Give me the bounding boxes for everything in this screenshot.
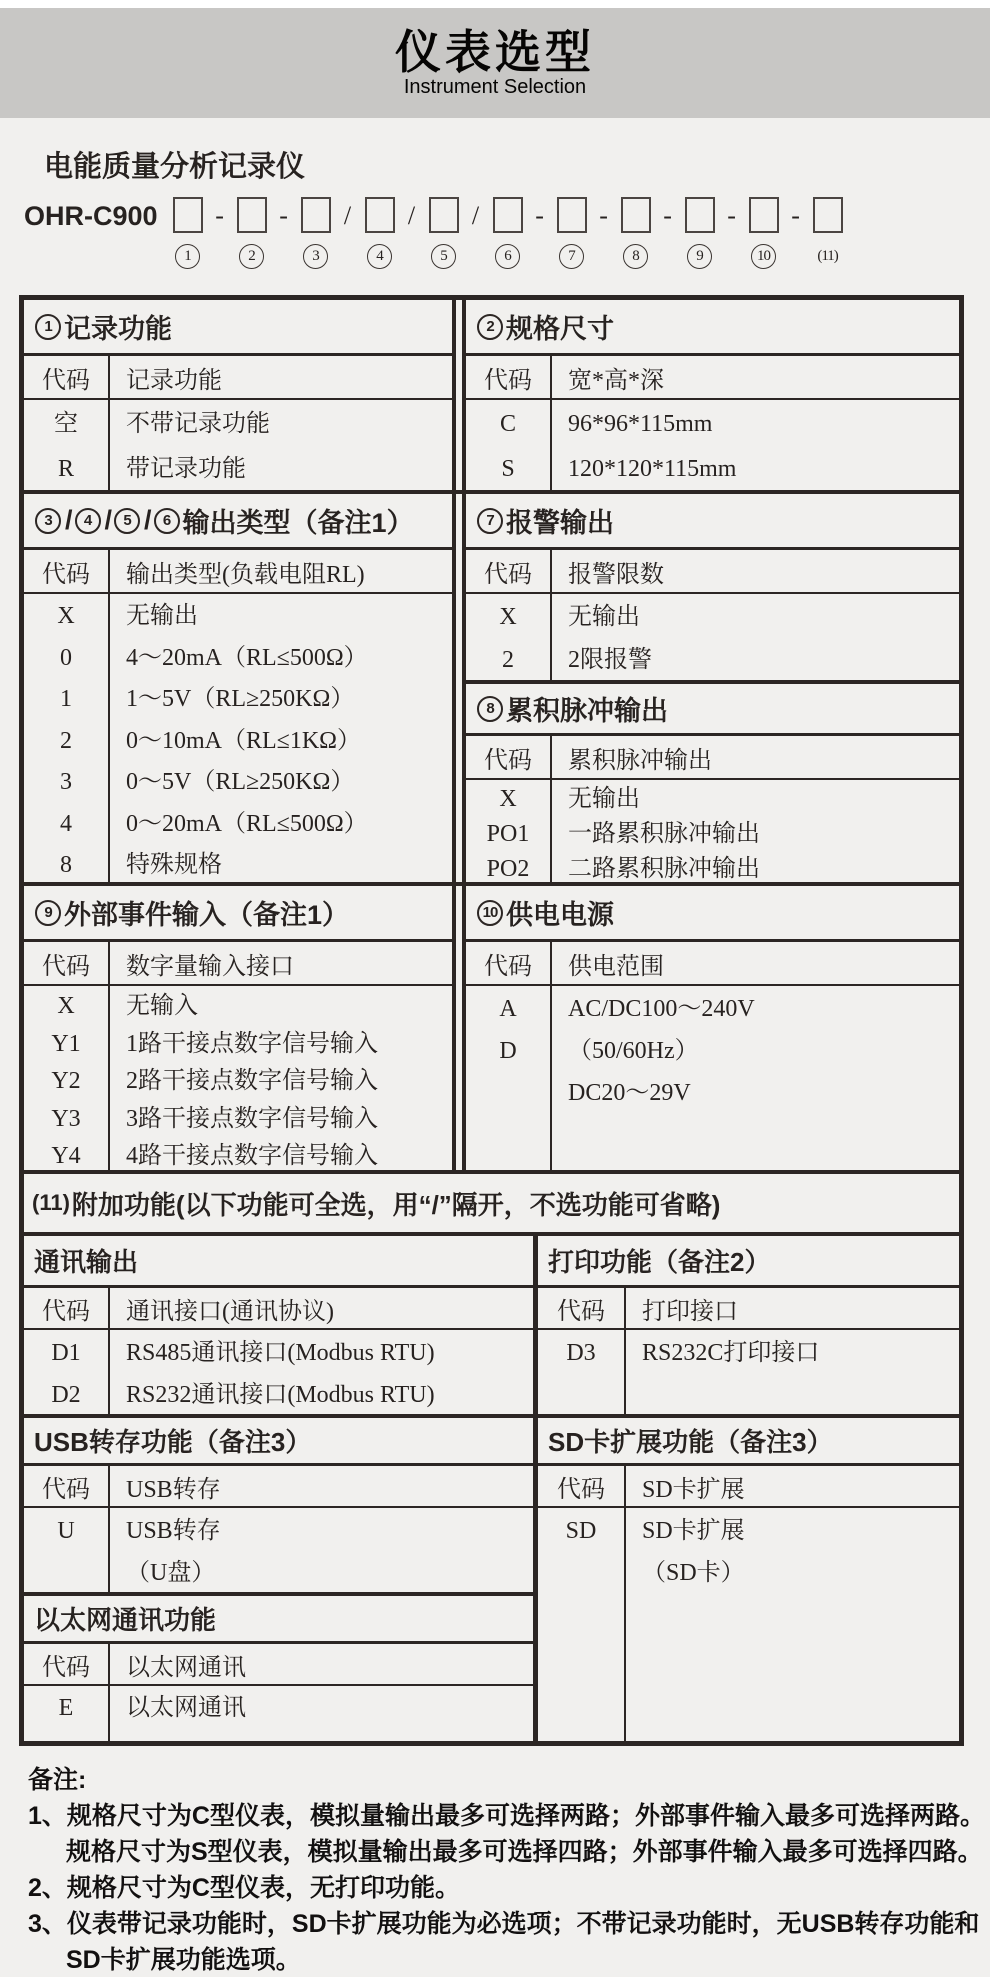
section-output-type [24, 494, 456, 882]
table-rows [538, 1330, 959, 1414]
code-cells [466, 400, 552, 490]
position-number: 9 [687, 244, 712, 269]
code-col-header: 代码 [466, 356, 552, 398]
desc-cell: 无输出 [126, 603, 198, 629]
desc-cell: DC20～29V [568, 1080, 691, 1106]
section-title [24, 494, 452, 550]
section-title [538, 1414, 959, 1466]
desc-cell: 0～5V（RL≥250KΩ） [126, 769, 355, 795]
code-cells [466, 986, 552, 1170]
desc-cell: （50/60Hz） [568, 1038, 699, 1064]
note-line: SD卡扩展功能选项。 [66, 1946, 301, 1974]
desc-cell: 2路干接点数字信号输入 [126, 1068, 378, 1094]
position-number: 5 [431, 244, 456, 269]
section-title-text: 以太网通讯功能 [34, 1605, 217, 1635]
position-number: 10 [751, 244, 776, 269]
position-number: (11) [817, 248, 838, 264]
code-cells [538, 1330, 626, 1414]
model-code [24, 197, 990, 269]
code-cell: 2 [60, 727, 72, 754]
model-separator: - [791, 201, 800, 230]
band-5 [24, 1232, 959, 1741]
position-number: 1 [175, 244, 200, 269]
desc-cell: 带记录功能 [126, 456, 246, 482]
table-rows [466, 986, 959, 1170]
code-cell: X [499, 786, 517, 812]
note-line: 2、规格尺寸为C型仪表，无打印功能。 [28, 1874, 460, 1902]
circled-number-icon: 4 [75, 508, 101, 534]
column-headers [24, 356, 452, 400]
code-cell: 空 [54, 411, 78, 437]
top-strip [0, 0, 990, 8]
column-headers [466, 736, 959, 780]
code-col-header: 代码 [538, 1466, 626, 1506]
model-slot [173, 197, 203, 269]
circled-number-icon: 6 [154, 508, 180, 534]
section-title-text: 记录功能 [64, 314, 172, 344]
table-rows [466, 400, 959, 490]
desc-cell: 一路累积脉冲输出 [568, 821, 760, 847]
position-number: 6 [495, 244, 520, 269]
section-title-text: 输出类型（备注1） [182, 508, 414, 538]
circled-number-icon: 2 [477, 314, 503, 340]
code-cells [24, 1330, 110, 1414]
desc-cells [626, 1508, 959, 1741]
model-box [237, 197, 267, 233]
code-cell: C [499, 411, 516, 437]
desc-cell: USB转存 [126, 1518, 221, 1544]
model-slot [301, 197, 331, 269]
code-cell: SD [565, 1518, 597, 1544]
section-title [24, 886, 452, 942]
section-title-text: 报警输出 [506, 508, 614, 538]
desc-col-header: 通讯接口(通讯协议) [126, 1298, 334, 1325]
circled-number-icon: 3 [35, 508, 61, 534]
page-subtitle: Instrument Selection [403, 76, 587, 99]
code-cell: X [57, 993, 75, 1019]
desc-col-header: 供电范围 [568, 953, 664, 980]
desc-col-header: SD卡扩展 [642, 1476, 745, 1503]
desc-cell: SD卡扩展 [642, 1518, 745, 1544]
code-cell: Y4 [51, 1143, 81, 1169]
section-title [538, 1236, 959, 1288]
section-title-text: 累积脉冲输出 [506, 696, 668, 726]
desc-cells [110, 400, 452, 490]
code-cell: D [499, 1038, 517, 1064]
position-number: 3 [303, 244, 328, 269]
desc-cell: 无输入 [126, 993, 198, 1019]
desc-cell: 0～20mA（RL≤500Ω） [126, 810, 368, 837]
model-slot [365, 197, 395, 269]
section-title-text: 外部事件输入（备注1） [64, 900, 350, 930]
slash: / [144, 505, 152, 535]
model-box [621, 197, 651, 233]
section-title [466, 680, 959, 736]
page-header [0, 8, 990, 118]
position-number: 8 [623, 244, 648, 269]
band-1 [24, 300, 959, 490]
desc-cell: 4路干接点数字信号输入 [126, 1143, 378, 1169]
position-number: 7 [559, 244, 584, 269]
desc-cell: （SD卡） [642, 1560, 745, 1586]
code-cells [466, 594, 552, 680]
desc-cells [110, 1508, 533, 1592]
desc-cells [552, 780, 959, 882]
notes-label: 备注: [28, 1766, 87, 1794]
model-box [301, 197, 331, 233]
desc-cells [552, 986, 959, 1170]
desc-cells [552, 594, 959, 680]
code-cell: R [57, 456, 74, 482]
code-col-header: 代码 [24, 1466, 110, 1506]
desc-cell: RS232C打印接口 [642, 1340, 820, 1366]
model-slot [237, 197, 267, 269]
desc-col-header: 以太网通讯 [126, 1654, 246, 1681]
table-rows [24, 594, 452, 882]
model-separator: / [343, 201, 352, 230]
code-cell: X [499, 604, 517, 630]
column-headers [538, 1466, 959, 1508]
column-headers [466, 356, 959, 400]
slash: / [65, 505, 73, 535]
desc-col-header: 数字量输入接口 [126, 953, 294, 980]
code-col-header: 代码 [24, 1288, 110, 1328]
note-line: 3、仪表带记录功能时，SD卡扩展功能为必选项；不带记录功能时，无USB转存功能和 [28, 1910, 980, 1938]
section-title [24, 1592, 533, 1644]
code-cells [24, 986, 110, 1170]
code-col-header: 代码 [538, 1288, 626, 1328]
desc-cell: RS485通讯接口(Modbus RTU) [126, 1340, 435, 1366]
desc-cell: 120*120*115mm [568, 456, 737, 482]
code-cell: 3 [60, 769, 72, 795]
model-box [173, 197, 203, 233]
model-prefix: OHR-C900 [24, 201, 158, 231]
selection-table [19, 295, 964, 1746]
code-col-header: 代码 [24, 550, 110, 592]
section-title [24, 1414, 533, 1466]
column-headers [24, 942, 452, 986]
code-cells [24, 1508, 110, 1592]
desc-cell: RS232通讯接口(Modbus RTU) [126, 1382, 435, 1408]
desc-cells [110, 986, 452, 1170]
table-rows [24, 1330, 533, 1414]
code-cell: D1 [51, 1340, 81, 1366]
table-rows [466, 594, 959, 680]
column-headers [24, 1288, 533, 1330]
band5-right-column [538, 1236, 959, 1741]
band-3 [24, 882, 959, 1170]
code-cell: 8 [60, 852, 72, 878]
code-cells [24, 1686, 110, 1741]
code-cell: X [57, 603, 75, 629]
code-col-header: 代码 [466, 736, 552, 778]
code-cell: 0 [60, 644, 72, 671]
code-cell: D2 [51, 1382, 81, 1408]
model-separator: / [407, 201, 416, 230]
code-col-header: 代码 [24, 356, 110, 398]
model-separator: - [215, 201, 224, 230]
model-slot [557, 197, 587, 269]
circled-number-icon: 10 [477, 900, 503, 926]
section-external-event-input [24, 886, 456, 1170]
position-number: 4 [367, 244, 392, 269]
desc-col-header: 记录功能 [126, 367, 222, 394]
desc-col-header: 宽*高*深 [568, 367, 664, 394]
model-box [813, 197, 843, 233]
model-separator: - [663, 201, 672, 230]
desc-col-header: 输出类型(负载电阻RL) [126, 561, 365, 588]
code-cells [538, 1508, 626, 1741]
note-line: 1、规格尺寸为C型仪表，模拟量输出最多可选择两路；外部事件输入最多可选择两路。 [28, 1802, 985, 1830]
code-cell: S [501, 456, 515, 482]
desc-col-header: 打印接口 [642, 1298, 738, 1325]
desc-cells [110, 1686, 533, 1741]
section-title-text: 打印功能（备注2） [548, 1247, 771, 1277]
position-11-label: (11) [32, 1190, 70, 1215]
section-title [466, 494, 959, 550]
model-box [557, 197, 587, 233]
column-headers [538, 1288, 959, 1330]
page-title: 仪表选型 [395, 25, 595, 78]
section-title-text: 规格尺寸 [506, 314, 614, 344]
model-separator: - [535, 201, 544, 230]
code-cell: A [499, 996, 517, 1022]
code-cell: E [58, 1695, 74, 1721]
model-box [493, 197, 523, 233]
desc-cells [552, 400, 959, 490]
code-cell: Y3 [51, 1105, 81, 1132]
desc-cell: 2限报警 [568, 647, 652, 673]
desc-col-header: 累积脉冲输出 [568, 747, 712, 774]
circled-number-icon: 9 [35, 900, 61, 926]
model-box [365, 197, 395, 233]
desc-cell: 特殊规格 [126, 852, 222, 878]
column-headers [24, 1644, 533, 1686]
model-box [685, 197, 715, 233]
code-cell: PO1 [486, 821, 530, 847]
model-slot [493, 197, 523, 269]
note-line: 规格尺寸为S型仪表，模拟量输出最多可选择四路；外部事件输入最多可选择四路。 [66, 1838, 983, 1866]
column-headers [466, 550, 959, 594]
section-power-supply [462, 886, 959, 1170]
code-cells [466, 780, 552, 882]
table-rows [24, 986, 452, 1170]
code-cell: U [57, 1518, 75, 1544]
column-headers [24, 550, 452, 594]
notes [28, 1762, 990, 1977]
section-record-function [24, 300, 456, 490]
model-slot [813, 197, 843, 269]
section-title [466, 300, 959, 356]
table-rows [538, 1508, 959, 1741]
column-headers [24, 1466, 533, 1508]
desc-cell: 不带记录功能 [126, 411, 270, 437]
column-headers [466, 942, 959, 986]
desc-cell: 1～5V（RL≥250KΩ） [126, 686, 355, 712]
model-separator: - [727, 201, 736, 230]
band5-left-column [24, 1236, 538, 1741]
section-title-text: 供电电源 [506, 900, 614, 930]
desc-col-header: USB转存 [126, 1476, 221, 1503]
code-col-header: 代码 [24, 942, 110, 984]
section-alarm-and-pulse [462, 494, 959, 882]
desc-cell: 无输出 [568, 786, 640, 812]
code-cell: Y2 [51, 1068, 81, 1094]
desc-cell: 3路干接点数字信号输入 [126, 1105, 378, 1132]
circled-number-icon: 8 [477, 696, 503, 722]
desc-cell: 二路累积脉冲输出 [568, 856, 760, 882]
model-separator: / [471, 201, 480, 230]
desc-col-header: 报警限数 [568, 561, 664, 588]
code-col-header: 代码 [466, 550, 552, 592]
code-cell: 1 [60, 686, 72, 712]
code-col-header: 代码 [24, 1644, 110, 1684]
model-slot [429, 197, 459, 269]
section-title [24, 1236, 533, 1288]
band-additional-functions [24, 1170, 959, 1232]
desc-cell: 0～10mA（RL≤1KΩ） [126, 727, 362, 754]
section-title [466, 886, 959, 942]
code-cells [24, 400, 110, 490]
table-rows [24, 400, 452, 490]
code-cell: Y1 [51, 1030, 81, 1057]
position-number: 2 [239, 244, 264, 269]
code-cell: 2 [502, 647, 514, 673]
desc-cell: AC/DC100～240V [568, 996, 755, 1022]
desc-cell: 4～20mA（RL≤500Ω） [126, 644, 368, 671]
model-box [429, 197, 459, 233]
slash: / [104, 505, 113, 535]
code-cells [24, 594, 110, 882]
section-title-text: SD卡扩展功能（备注3） [548, 1427, 833, 1457]
product-name: 电能质量分析记录仪 [44, 151, 306, 183]
code-cell: 4 [60, 810, 72, 837]
model-box [749, 197, 779, 233]
table-rows [24, 1508, 533, 1592]
desc-cell: 1路干接点数字信号输入 [126, 1030, 378, 1057]
model-slot [685, 197, 715, 269]
desc-cell: 无输出 [568, 604, 640, 630]
section-title-text: USB转存功能（备注3） [34, 1427, 312, 1457]
desc-cell: 以太网通讯 [126, 1695, 246, 1721]
code-cell: D3 [566, 1340, 596, 1366]
band-2 [24, 490, 959, 882]
circled-number-icon: 5 [114, 508, 140, 534]
circled-number-icon: 1 [35, 314, 61, 340]
desc-cell: （U盘） [126, 1560, 216, 1586]
circled-number-icon: 7 [477, 508, 503, 534]
section-size [462, 300, 959, 490]
desc-cell: 96*96*115mm [568, 411, 713, 437]
section-title [24, 300, 452, 356]
code-col-header: 代码 [466, 942, 552, 984]
code-cell: PO2 [486, 856, 530, 882]
desc-cells [110, 1330, 533, 1414]
table-rows [24, 1686, 533, 1741]
model-separator: - [279, 201, 288, 230]
model-separator: - [599, 201, 608, 230]
model-slot [621, 197, 651, 269]
section-title-text: 附加功能(以下功能可全选，用“/”隔开，不选功能可省略) [71, 1189, 721, 1220]
desc-cells [110, 594, 452, 882]
desc-cells [626, 1330, 959, 1414]
table-rows [466, 780, 959, 882]
section-title-text: 通讯输出 [34, 1247, 139, 1277]
model-slot [749, 197, 779, 269]
